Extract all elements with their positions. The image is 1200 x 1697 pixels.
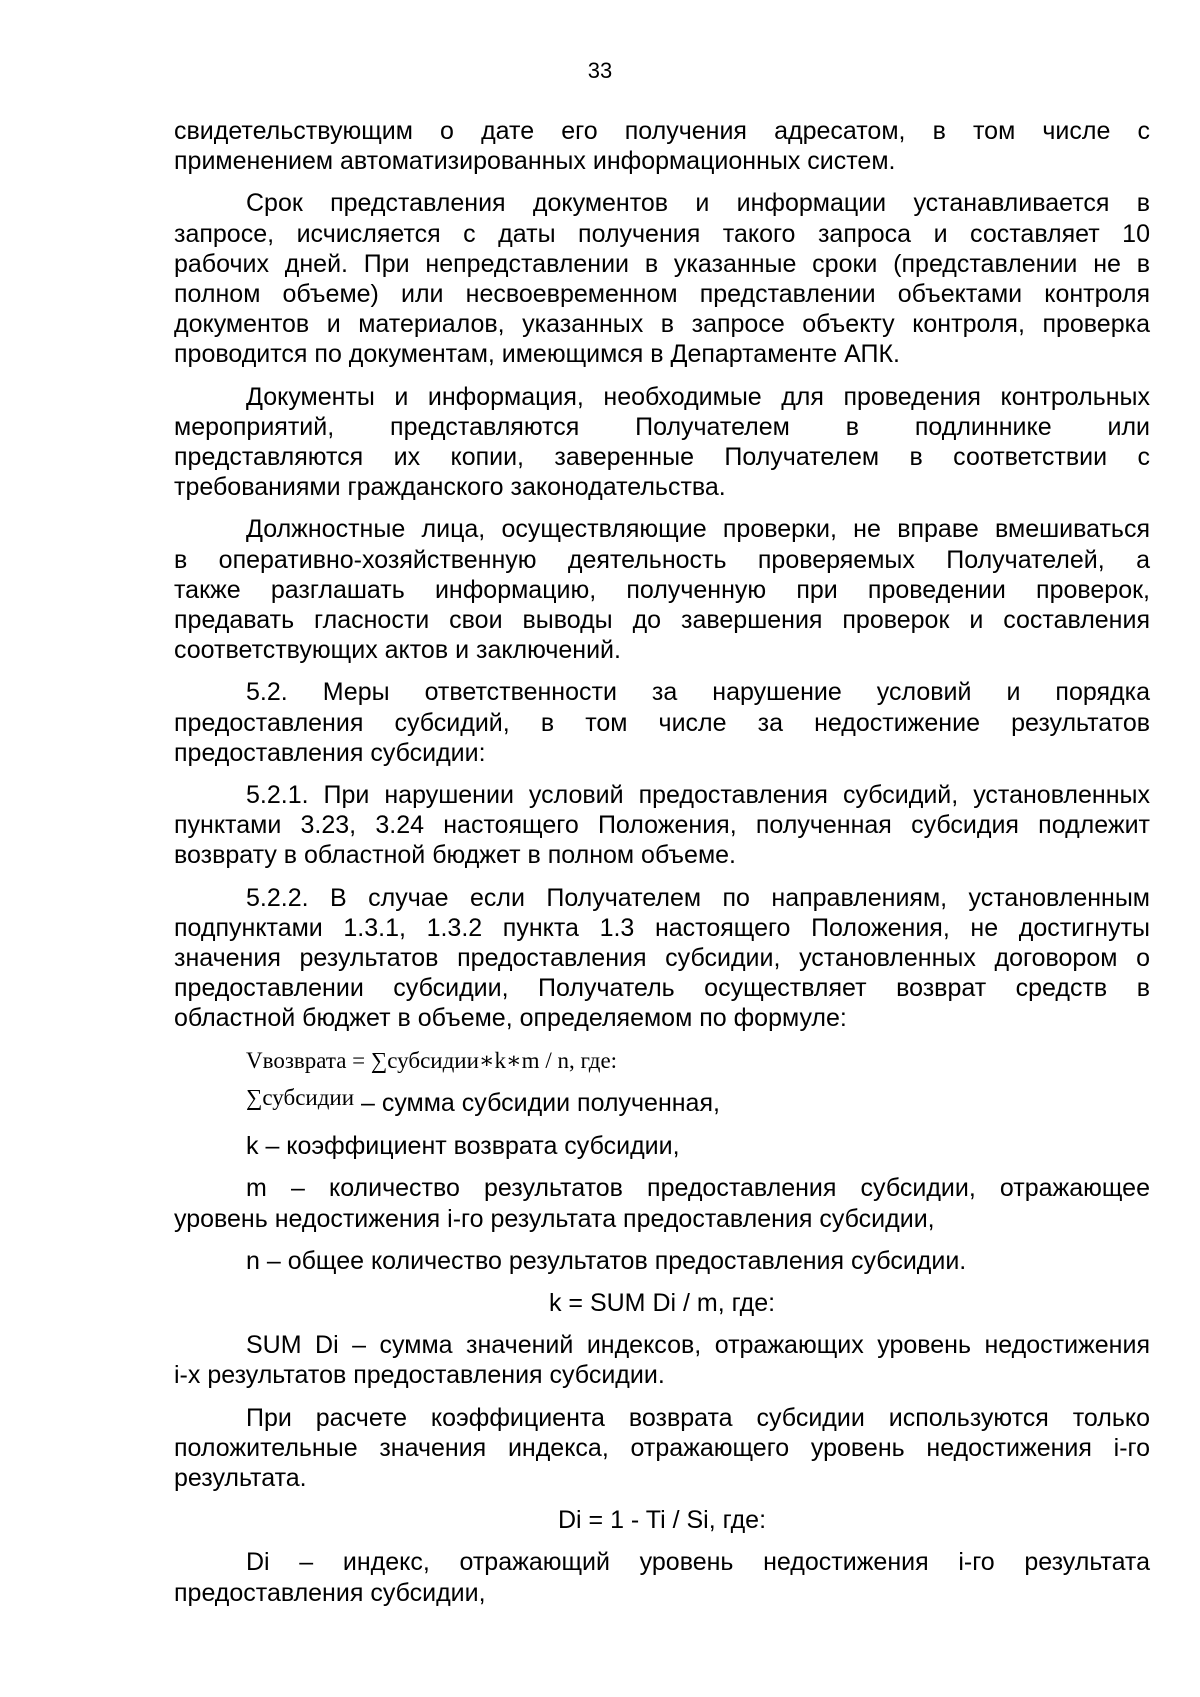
text-line: Срок представления документов и информации устанавливается в: [246, 189, 1150, 218]
text-line: i-х результатов предоставления субсидии.: [174, 1361, 665, 1390]
text-line: Документы и информация, необходимые для проведения контрольных: [246, 382, 1150, 411]
text-line: При расчете коэффициента возврата субсидии используются только: [246, 1403, 1150, 1432]
paragraph-5-2-1: [174, 780, 1150, 871]
paragraph-continuation: [174, 116, 1150, 176]
text-line: результата.: [174, 1463, 307, 1492]
text-line: рабочих дней. При непредставлении в указанные сроки (представлении не в: [174, 249, 1150, 278]
text-line: 5.2. Меры ответственности за нарушение условий и порядка: [246, 678, 1150, 707]
text-line: соответствующих актов и заключений.: [174, 636, 621, 665]
paragraph-calculation: [174, 1403, 1150, 1494]
definition-di: [174, 1547, 1150, 1607]
text-line: предоставления субсидий, в том числе за недостижение результатов: [174, 708, 1150, 737]
text-line: предоставления субсидии:: [174, 738, 486, 767]
paragraph-deadline: [174, 188, 1150, 369]
sum-subsidy-text: – сумма субсидии полученная,: [354, 1088, 720, 1117]
text-line: предоставления субсидии,: [174, 1578, 486, 1607]
paragraph-5-2-2: [174, 883, 1150, 1034]
paragraph-officials: [174, 514, 1150, 665]
definition-n: n – общее количество результатов предоставления субсидии.: [246, 1246, 967, 1275]
text-line: Di – индекс, отражающий уровень недостижения i-го результата: [246, 1548, 1150, 1577]
definition-sum-di: [174, 1330, 1150, 1390]
text-line: мероприятий, представляются Получателем в подлиннике или: [174, 412, 1150, 441]
formula-di: Di = 1 - Ti / Si, где:: [557, 1506, 767, 1535]
text-line: подпунктами 1.3.1, 1.3.2 пункта 1.3 настоящего Положения, не достигнуты: [174, 913, 1150, 942]
text-line: документов и материалов, указанных в запросе объекту контроля, проверка: [174, 310, 1150, 339]
text-line: возврату в областной бюджет в полном объеме.: [174, 841, 736, 870]
text-line: запросе, исчисляется с даты получения такого запроса и составляет 10: [174, 219, 1150, 248]
text-line: положительные значения индекса, отражающего уровень недостижения i-го: [174, 1433, 1150, 1462]
text-line: предоставлении субсидии, Получатель осуществляет возврат средств в: [174, 974, 1150, 1003]
text-line: применением автоматизированных информационных систем.: [174, 147, 896, 176]
text-line: Должностные лица, осуществляющие проверки, не вправе вмешиваться: [246, 515, 1150, 544]
definition-sum-subsidy: [246, 1084, 1150, 1119]
definition-k: k – коэффициент возврата субсидии,: [246, 1132, 680, 1161]
paragraph-documents: [174, 382, 1150, 503]
text-line: в оперативно-хозяйственную деятельность проверяемых Получателей, а: [174, 545, 1150, 574]
text-line: представляются их копии, заверенные Получателем в соответствии с: [174, 443, 1150, 472]
sum-subsidy-symbol: ∑субсидии: [246, 1084, 355, 1110]
formula-return-volume: Vвозврата = ∑субсидии∗k∗m / n, где:: [246, 1047, 618, 1073]
definition-m: [174, 1173, 1150, 1233]
text-line: проводится по документам, имеющимся в Департаменте АПК.: [174, 340, 901, 369]
text-line: предавать гласности свои выводы до завершения проверок и составления: [174, 606, 1150, 635]
text-line: пунктами 3.23, 3.24 настоящего Положения, полученная субсидия подлежит: [174, 811, 1150, 840]
text-line: требованиями гражданского законодательства.: [174, 473, 726, 502]
page-number: 33: [587, 58, 613, 83]
document-body: [174, 116, 1150, 1620]
text-line: также разглашать информацию, полученную при проведении проверок,: [174, 575, 1150, 604]
text-line: SUM Di – сумма значений индексов, отражающих уровень недостижения: [246, 1331, 1150, 1360]
text-line: уровень недостижения i-го результата предоставления субсидии,: [174, 1204, 935, 1233]
text-line: областной бюджет в объеме, определяемом по формуле:: [174, 1004, 847, 1033]
text-line: 5.2.2. В случае если Получателем по направлениям, установленным: [246, 883, 1150, 912]
text-line: полном объеме) или несвоевременном представлении объектами контроля: [174, 280, 1150, 309]
formula-k: k = SUM Di / m, где:: [548, 1288, 776, 1317]
paragraph-5-2: [174, 677, 1150, 768]
text-line: свидетельствующим о дате его получения адресатом, в том числе с: [174, 117, 1150, 145]
text-line: m – количество результатов предоставления субсидии, отражающее: [246, 1174, 1150, 1203]
text-line: значения результатов предоставления субсидии, установленных договором о: [174, 944, 1150, 973]
text-line: 5.2.1. При нарушении условий предоставления субсидий, установленных: [246, 781, 1150, 810]
